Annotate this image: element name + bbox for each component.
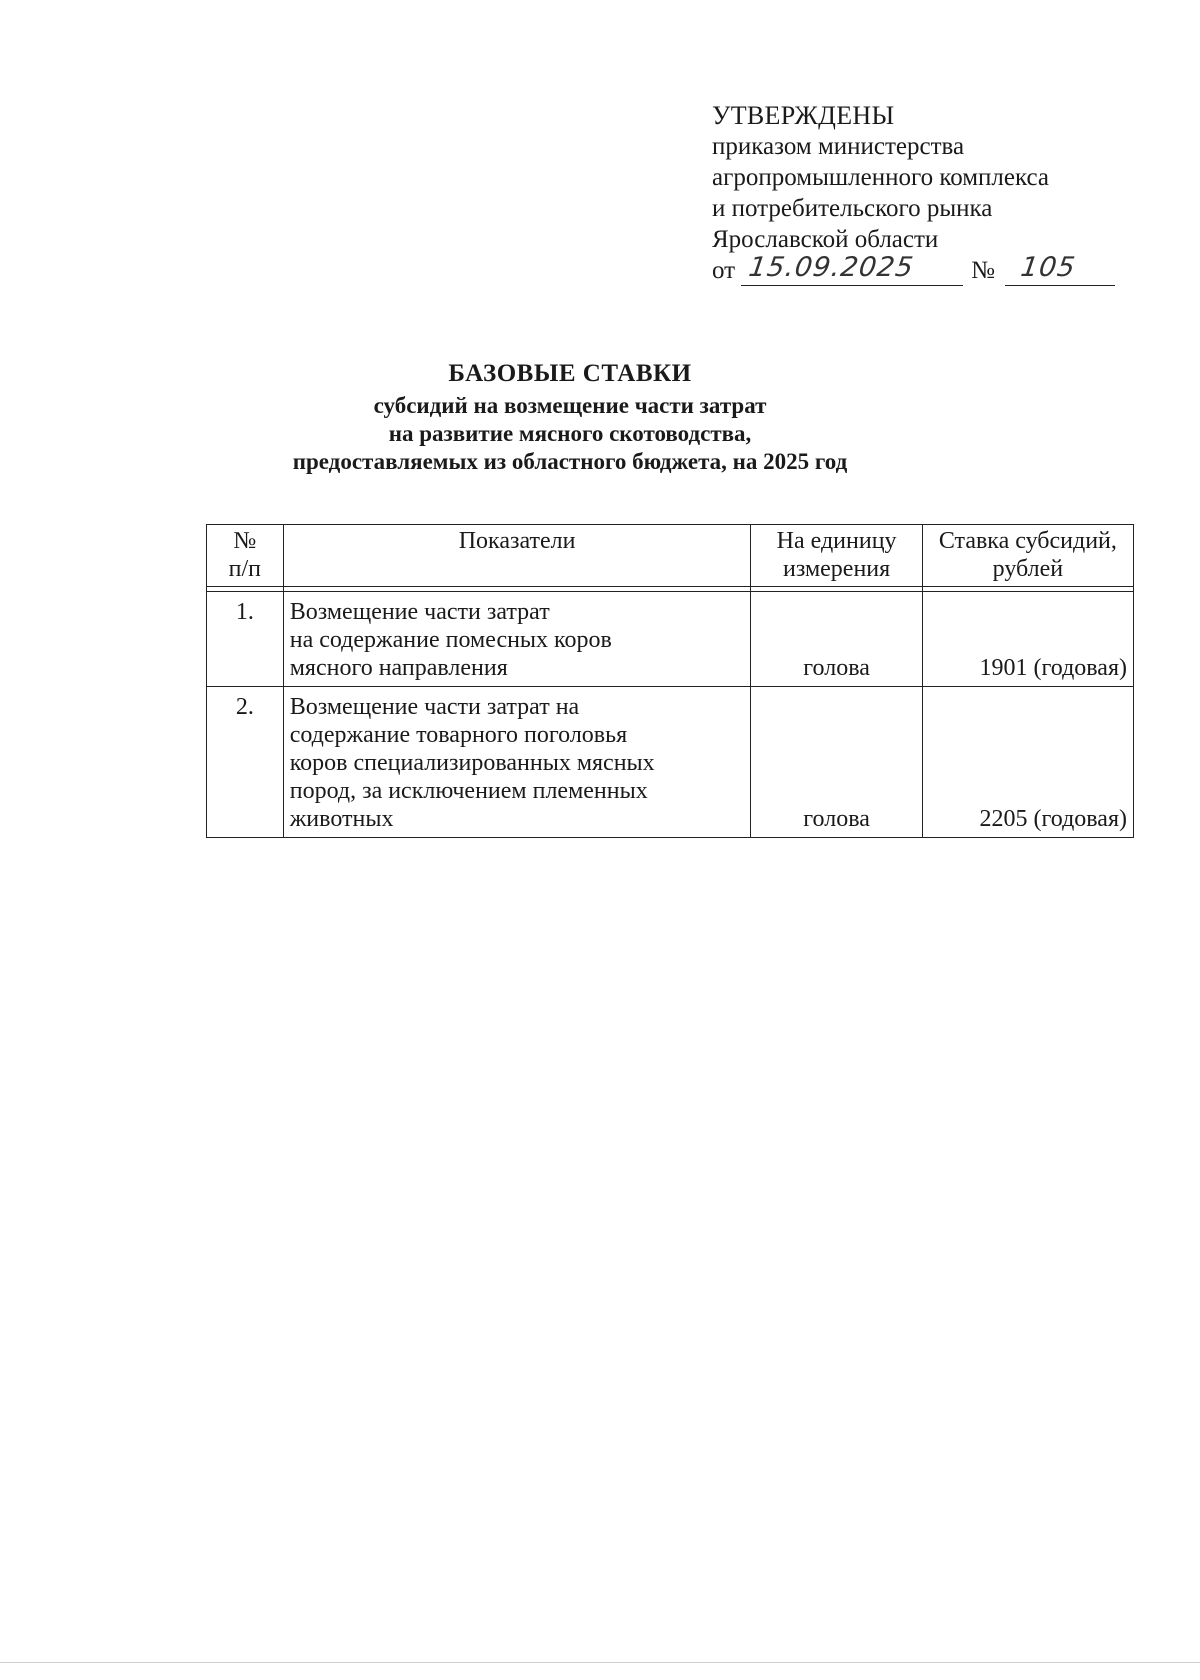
indicator-line: мясного направления bbox=[289, 655, 508, 681]
approval-date-number-line bbox=[712, 252, 1132, 286]
row-num: 1. bbox=[207, 592, 284, 687]
date-field bbox=[741, 252, 963, 286]
row-indicator bbox=[283, 592, 751, 687]
indicator-line: Возмещение части затрат bbox=[289, 599, 550, 625]
scan-edge-line bbox=[0, 1662, 1200, 1663]
rates-table bbox=[206, 524, 1134, 838]
row-rate: 2205 (годовая) bbox=[922, 687, 1133, 838]
header-rate bbox=[922, 525, 1133, 587]
table-row bbox=[207, 687, 1134, 838]
handwritten-date: 15.09.2025 bbox=[746, 252, 916, 283]
indicator-line: Возмещение части затрат на bbox=[289, 694, 580, 720]
number-field bbox=[1005, 252, 1115, 286]
header-num bbox=[207, 525, 284, 587]
approval-line: и потребительского рынка bbox=[712, 195, 993, 222]
number-label: № bbox=[971, 257, 995, 284]
indicator-line: на содержание помесных коров bbox=[289, 627, 612, 653]
indicator-line: пород, за исключением племенных bbox=[289, 778, 648, 804]
header-num-line: п/п bbox=[228, 556, 262, 582]
row-unit: голова bbox=[751, 592, 922, 687]
document-subtitle-line: предоставляемых из областного бюджета, на 2025 год bbox=[292, 449, 848, 474]
approval-line: агропромышленного комплекса bbox=[712, 164, 1050, 191]
from-label: от bbox=[712, 257, 736, 284]
header-unit-line: измерения bbox=[782, 556, 891, 582]
header-indicator: Показатели bbox=[283, 525, 751, 587]
handwritten-number: 105 bbox=[1018, 252, 1078, 283]
approval-block bbox=[712, 100, 1132, 286]
header-unit-line: На единицу bbox=[776, 528, 897, 554]
document-heading bbox=[200, 360, 940, 476]
row-indicator bbox=[283, 687, 751, 838]
header-unit bbox=[751, 525, 922, 587]
table-header-row bbox=[207, 525, 1134, 587]
header-num-line: № bbox=[233, 528, 257, 554]
indicator-line: содержание товарного поголовья bbox=[289, 722, 628, 748]
indicator-line: животных bbox=[289, 806, 394, 832]
document-subtitle-line: субсидий на возмещение части затрат bbox=[373, 393, 767, 418]
row-num: 2. bbox=[207, 687, 284, 838]
approval-line: приказом министерства bbox=[712, 133, 965, 160]
document-title: БАЗОВЫЕ СТАВКИ bbox=[448, 360, 692, 387]
header-rate-line: рублей bbox=[992, 556, 1064, 582]
table-row bbox=[207, 592, 1134, 687]
indicator-line: коров специализированных мясных bbox=[289, 750, 655, 776]
document-subtitle-line: на развитие мясного скотоводства, bbox=[388, 421, 752, 446]
approval-line: Ярославской области bbox=[712, 226, 939, 253]
approval-title: УТВЕРЖДЕНЫ bbox=[712, 101, 895, 130]
row-unit: голова bbox=[751, 687, 922, 838]
header-rate-line: Ставка субсидий, bbox=[938, 528, 1117, 554]
row-rate: 1901 (годовая) bbox=[922, 592, 1133, 687]
